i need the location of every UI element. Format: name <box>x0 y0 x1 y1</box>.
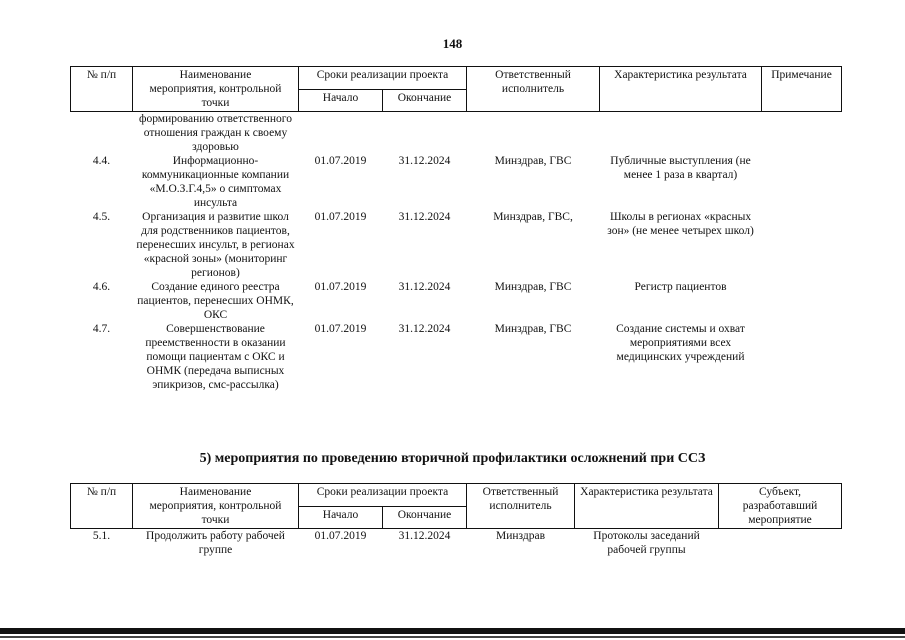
row-end: 31.12.2024 <box>398 530 451 542</box>
measures-table-4 <box>70 66 842 392</box>
continuation-text: формированию ответственного отношения граждан к своему здоровью <box>139 113 292 153</box>
row-end: 31.12.2024 <box>398 281 451 293</box>
continuation-row <box>71 112 842 155</box>
row-start: 01.07.2019 <box>314 530 367 542</box>
row-responsible: Минздрав, ГВС <box>494 281 572 293</box>
row-result: Школы в регионах «красных зон» (не менее четырех школ) <box>607 211 754 237</box>
table-row <box>71 322 842 392</box>
header-name-line2: мероприятия, контрольной точки <box>149 500 282 526</box>
row-note <box>762 210 842 280</box>
row-result: Публичные выступления (не менее 1 раза в квартал) <box>610 155 751 181</box>
header-num: № п/п <box>71 484 133 529</box>
page-number: 148 <box>442 36 463 51</box>
row-start: 01.07.2019 <box>314 281 367 293</box>
header-name-line1: Наименование <box>179 69 252 81</box>
row-end: 31.12.2024 <box>398 211 451 223</box>
row-num: 4.4. <box>92 155 111 167</box>
header-note: Примечание <box>762 67 842 112</box>
row-subject <box>719 529 842 558</box>
row-start: 01.07.2019 <box>314 155 367 167</box>
row-result: Регистр пациентов <box>634 281 727 293</box>
scan-edge-bar <box>0 628 905 634</box>
row-end: 31.12.2024 <box>398 323 451 335</box>
row-name: Организация и развитие школ для родственников пациентов, перенесших инсульт, в регионах «красной зоны» (мониторинг регионов) <box>136 211 295 279</box>
header-name <box>133 484 299 529</box>
row-num: 4.6. <box>92 281 111 293</box>
row-num: 4.7. <box>92 323 111 335</box>
header-start: Начало <box>299 89 383 112</box>
scan-edge-line <box>0 636 905 638</box>
header-responsible: Ответственный исполнитель <box>467 484 575 529</box>
row-result: Создание системы и охват мероприятиями всех медицинских учреждений <box>616 323 745 363</box>
row-responsible: Минздрав <box>496 530 546 542</box>
row-num: 4.5. <box>92 211 111 223</box>
header-name-line2: мероприятия, контрольной точки <box>149 83 282 109</box>
row-result: Протоколы заседаний рабочей группы <box>593 530 700 556</box>
row-name: Продолжить работу рабочей группе <box>146 530 285 556</box>
row-note <box>762 322 842 392</box>
section-heading: 5) мероприятия по проведению вторичной профилактики осложнений при ССЗ <box>199 451 706 466</box>
row-responsible: Минздрав, ГВС <box>494 155 572 167</box>
row-end: 31.12.2024 <box>398 155 451 167</box>
row-note <box>762 280 842 322</box>
header-subject: Субъект, разработавший мероприятие <box>719 484 842 529</box>
header-name <box>133 67 299 112</box>
measures-table-5 <box>70 483 842 557</box>
header-period: Сроки реализации проекта <box>299 67 467 90</box>
table-row <box>71 154 842 210</box>
header-name-line1: Наименование <box>179 486 252 498</box>
row-note <box>762 154 842 210</box>
header-end: Окончание <box>383 506 467 529</box>
row-name: Совершенствование преемственности в оказании помощи пациентам с ОКС и ОНМК (передача выписных эпикризов, смс-рассылка) <box>145 323 286 391</box>
table-row <box>71 280 842 322</box>
header-result: Характеристика результата <box>600 67 762 112</box>
row-name: Создание единого реестра пациентов, перенесших ОНМК, ОКС <box>137 281 294 321</box>
row-num: 5.1. <box>92 530 111 542</box>
row-start: 01.07.2019 <box>314 323 367 335</box>
header-end: Окончание <box>383 89 467 112</box>
row-responsible: Минздрав, ГВС <box>494 323 572 335</box>
row-start: 01.07.2019 <box>314 211 367 223</box>
header-period: Сроки реализации проекта <box>299 484 467 507</box>
header-responsible: Ответственный исполнитель <box>467 67 600 112</box>
header-num: № п/п <box>71 67 133 112</box>
header-result: Характеристика результата <box>575 484 719 529</box>
row-name: Информационно-коммуникационные компании «М.О.З.Г.4,5» о симптомах инсульта <box>141 155 290 209</box>
table-row <box>71 529 842 558</box>
row-responsible: Минздрав, ГВС, <box>493 211 573 223</box>
header-start: Начало <box>299 506 383 529</box>
table-row <box>71 210 842 280</box>
